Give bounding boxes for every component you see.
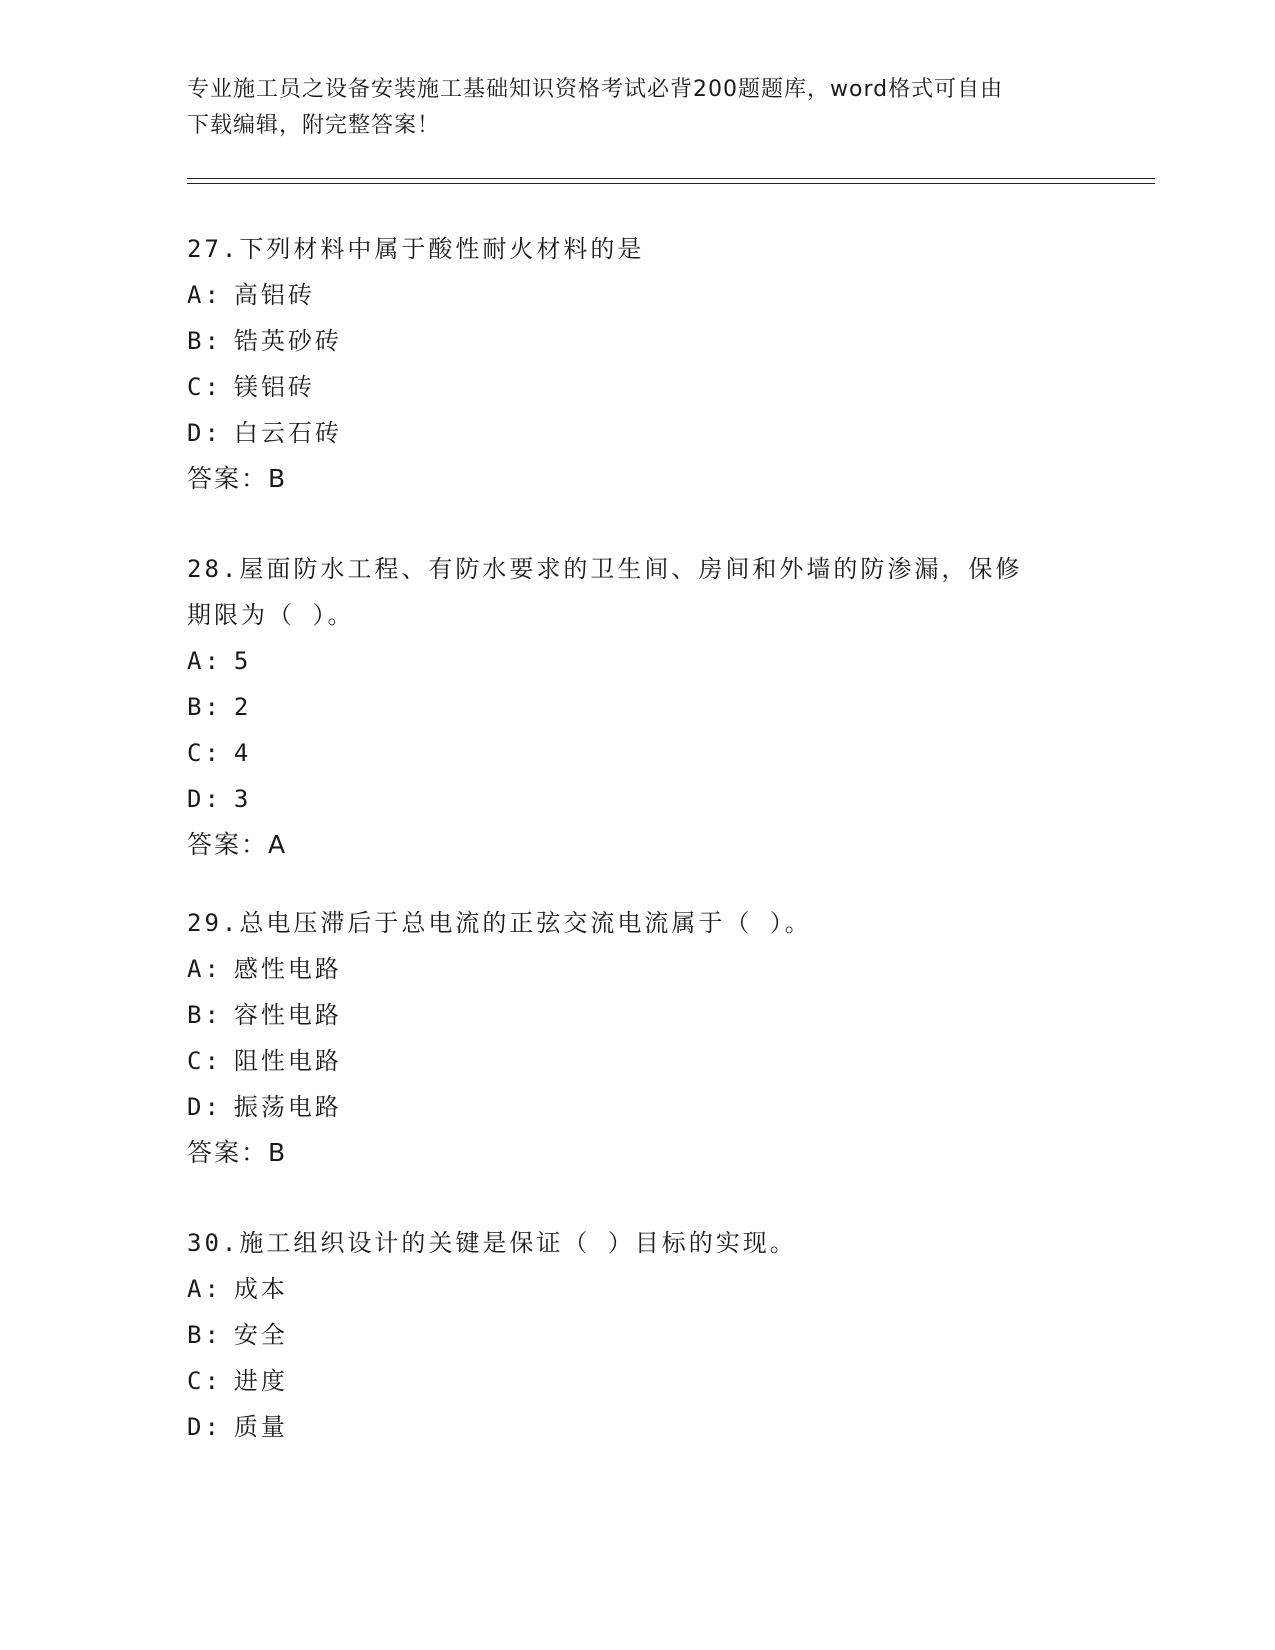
option-key: A:	[187, 1275, 222, 1303]
option-value: 安全	[233, 1321, 288, 1349]
option-key: C:	[187, 739, 222, 767]
option-value: 高铝砖	[233, 281, 315, 309]
option-key: B:	[187, 327, 222, 355]
document-header	[187, 72, 1087, 144]
option-key: D:	[187, 1093, 222, 1121]
option-a	[187, 946, 1087, 992]
question-27	[187, 226, 1087, 502]
header-rule-bottom	[187, 183, 1155, 184]
option-value: 阻性电路	[233, 1047, 342, 1075]
option-value: 镁铝砖	[233, 373, 315, 401]
option-key: C:	[187, 1047, 222, 1075]
option-d	[187, 1404, 1087, 1450]
question-28	[187, 546, 1087, 868]
answer-label: 答案：B	[187, 464, 288, 493]
option-key: D:	[187, 419, 222, 447]
option-key: A:	[187, 281, 222, 309]
option-key: A:	[187, 955, 222, 983]
option-a	[187, 638, 1087, 684]
option-value: 成本	[233, 1275, 288, 1303]
question-text: 27.下列材料中属于酸性耐火材料的是	[187, 235, 645, 263]
question-text: 30.施工组织设计的关键是保证（ ）目标的实现。	[187, 1229, 797, 1257]
header-line-2: 下载编辑，附完整答案！	[187, 113, 441, 138]
option-d	[187, 1084, 1087, 1130]
option-value: 4	[233, 739, 252, 767]
option-key: B:	[187, 1001, 222, 1029]
option-value: 感性电路	[233, 955, 342, 983]
option-d	[187, 776, 1087, 822]
option-a	[187, 272, 1087, 318]
option-value: 容性电路	[233, 1001, 342, 1029]
option-c	[187, 364, 1087, 410]
question-29	[187, 900, 1087, 1176]
option-b	[187, 992, 1087, 1038]
option-key: C:	[187, 1367, 222, 1395]
option-a	[187, 1266, 1087, 1312]
option-b	[187, 318, 1087, 364]
question-text: 29.总电压滞后于总电流的正弦交流电流属于（ ）。	[187, 909, 812, 937]
option-key: A:	[187, 647, 222, 675]
answer-label: 答案：A	[187, 830, 288, 859]
question-text-line-2: 期限为（ ）。	[187, 601, 355, 629]
option-key: C:	[187, 373, 222, 401]
option-value: 振荡电路	[233, 1093, 342, 1121]
option-key: B:	[187, 1321, 222, 1349]
option-c	[187, 730, 1087, 776]
header-line-1: 专业施工员之设备安装施工基础知识资格考试必背200题题库，word格式可自由	[187, 77, 1004, 102]
option-b	[187, 1312, 1087, 1358]
option-value: 质量	[233, 1413, 288, 1441]
question-text-line-1: 28.屋面防水工程、有防水要求的卫生间、房间和外墙的防渗漏，保修	[187, 555, 1023, 583]
answer-label: 答案：B	[187, 1138, 288, 1167]
option-c	[187, 1358, 1087, 1404]
option-value: 锆英砂砖	[233, 327, 342, 355]
option-b	[187, 684, 1087, 730]
header-rule-top	[187, 178, 1155, 179]
option-value: 3	[233, 785, 252, 813]
option-key: D:	[187, 785, 222, 813]
option-value: 5	[233, 647, 252, 675]
option-value: 2	[233, 693, 252, 721]
option-c	[187, 1038, 1087, 1084]
option-value: 进度	[233, 1367, 288, 1395]
option-key: B:	[187, 693, 222, 721]
question-30	[187, 1220, 1087, 1450]
option-d	[187, 410, 1087, 456]
option-key: D:	[187, 1413, 222, 1441]
option-value: 白云石砖	[233, 419, 342, 447]
